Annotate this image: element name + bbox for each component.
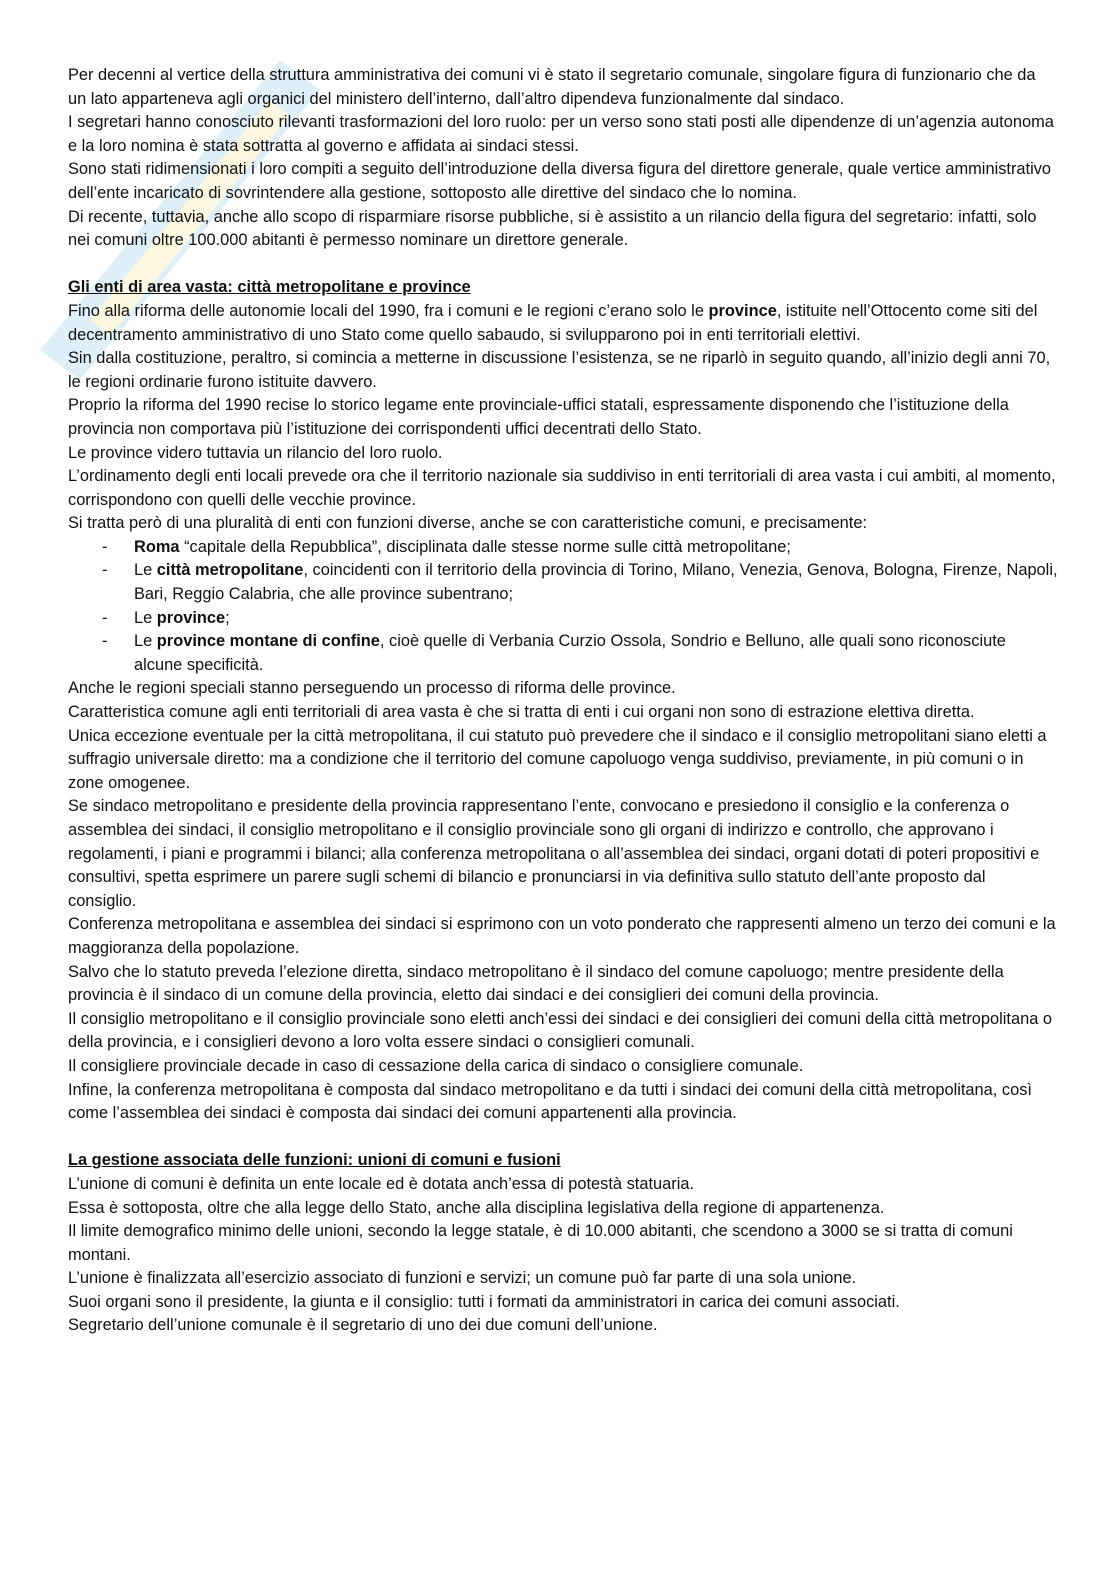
bold-term: province montane di confine [156, 632, 380, 651]
bold-term: Roma [134, 537, 180, 556]
list-item: - Le città metropolitane, coincidenti con il territorio della provincia di Torino, Milano, Venezia, Genova, Bologna, Firenze, Napoli, Bari, Reggio Calabria, che alle province subentrano; [102, 561, 1058, 604]
paragraph: Il consigliere provinciale decade in caso di cessazione della carica di sindaco o consigliere comunale. [68, 1056, 804, 1075]
paragraph: Sono stati ridimensionati i loro compiti a seguito dell’introduzione della diversa figura del direttore generale, quale vertice amministrativo dell’ente incaricato di sovrintendere alla gestione, sottoposto alle direttive del sindaco che lo nomina. [68, 160, 1052, 202]
paragraph: L’unione di comuni è definita un ente locale ed è dotata anch’essa di potestà statuaria. [68, 1174, 695, 1193]
bullet-dash: - [102, 537, 108, 556]
bullet-dash: - [102, 608, 108, 627]
paragraph: Caratteristica comune agli enti territoriali di area vasta è che si tratta di enti i cui organi non sono di estrazione elettiva diretta. [68, 703, 975, 722]
list-item: - Le province montane di confine, cioè quelle di Verbania Curzio Ossola, Sondrio e Belluno, alle quali sono riconosciute alcune specificità. [102, 632, 1006, 674]
bullet-dash: - [102, 561, 108, 580]
bullet-dash: - [102, 632, 108, 651]
section-heading: Gli enti di area vasta: città metropolitane e province [68, 278, 471, 297]
paragraph: Essa è sottoposta, oltre che alla legge dello Stato, anche alla disciplina legislativa della regione di appartenenza. [68, 1198, 885, 1217]
paragraph: Se sindaco metropolitano e presidente della provincia rappresentano l’ente, convocano e presiedono il consiglio e la conferenza o assemblea dei sindaci, il consiglio metropolitano e il consiglio provinciale sono gli organi di indirizzo e controllo, che approvano i regolamenti, i piani e programmi i bilanci; alla conferenza metropolitana o all’assemblea dei sindaci, organi dotati di poteri propositivi e consultivi, spetta esprimere un parere sugli schemi di bilancio e pronunciarsi in via definitiva sullo statuto dell’ante proposto dal consiglio. [68, 797, 1040, 910]
paragraph: Si tratta però di una pluralità di enti con funzioni diverse, anche se con caratteristiche comuni, e precisamente: [68, 514, 868, 533]
paragraph: I segretari hanno conosciuto rilevanti trasformazioni del loro ruolo: per un verso sono stati posti alle dipendenze di un’agenzia autonoma e la loro nomina è stata sottratta al governo e affidata ai sindaci stessi. [68, 113, 1054, 155]
paragraph: Unica eccezione eventuale per la città metropolitana, il cui statuto può prevedere che il sindaco e il consiglio metropolitani siano eletti a suffragio universale diretto: ma a condizione che il territorio del comune capoluogo venga suddiviso, previamente, in più comuni o in zone omogenee. [68, 726, 1047, 792]
paragraph: Infine, la conferenza metropolitana è composta dal sindaco metropolitano e da tutti i sindaci dei comuni della città metropolitana, così come l’assemblea dei sindaci è composta dai sindaci dei comuni appartenenti alla provincia. [68, 1080, 1032, 1123]
paragraph: Di recente, tuttavia, anche allo scopo di risparmiare risorse pubbliche, si è assistito a un rilancio della figura del segretario: infatti, solo nei comuni oltre 100.000 abitanti è permesso nominare un direttore generale. [68, 207, 1037, 250]
paragraph: L’ordinamento degli enti locali prevede ora che il territorio nazionale sia suddiviso in enti territoriali di area vasta i cui ambiti, al momento, corrispondono con quelli delle vecchie province. [68, 467, 1056, 509]
paragraph: Le province videro tuttavia un rilancio del loro ruolo. [68, 443, 443, 462]
enti-list [68, 536, 1058, 678]
paragraph: Sin dalla costituzione, peraltro, si comincia a metterne in discussione l’esistenza, se ne riparlò in seguito quando, all’inizio degli anni 70, le regioni ordinarie furono istituite davvero. [68, 349, 1051, 391]
list-item: - Le province; [68, 607, 1058, 631]
section-segretario [68, 64, 1058, 253]
paragraph: Per decenni al vertice della struttura amministrativa dei comuni vi è stato il segretario comunale, singolare figura di funzionario che da un lato apparteneva agli organici del ministero dell’interno, dall’altro dipendeva funzionalmente dal sindaco. [68, 66, 1036, 108]
paragraph: Suoi organi sono il presidente, la giunta e il consiglio: tutti i formati da amministratori in carica dei comuni associati. [68, 1292, 900, 1311]
paragraph: Anche le regioni speciali stanno perseguendo un processo di riforma delle province. [68, 679, 676, 698]
section-enti-area-vasta [68, 276, 1058, 1125]
bold-term: province [708, 301, 777, 320]
paragraph: Fino alla riforma delle autonomie locali del 1990, fra i comuni e le regioni c’erano solo le province, istituite nell’Ottocento come siti del decentramento amministrativo di uno Stato come quello sabaudo, si svilupparono poi in enti territoriali elettivi. [68, 301, 1038, 344]
paragraph: Conferenza metropolitana e assemblea dei sindaci si esprimono con un voto ponderato che rappresenti almeno un terzo dei comuni e la maggioranza della popolazione. [68, 915, 1056, 957]
paragraph: Proprio la riforma del 1990 recise lo storico legame ente provinciale-uffici statali, espressamente disponendo che l’istituzione della provincia non comportava più l’istituzione dei corrispondenti uffici decentrati dello Stato. [68, 396, 1009, 438]
paragraph: Il consiglio metropolitano e il consiglio provinciale sono eletti anch’essi dei sindaci e dei consiglieri dei comuni della città metropolitana o della provincia, e i consiglieri devono a loro volta essere sindaci o consiglieri comunali. [68, 1009, 1052, 1052]
bold-term: province [156, 608, 226, 627]
section-heading: La gestione associata delle funzioni: unioni di comuni e fusioni [68, 1151, 561, 1170]
paragraph: Il limite demografico minimo delle unioni, secondo la legge statale, è di 10.000 abitanti, che scendono a 3000 se si tratta di comuni montani. [68, 1222, 1013, 1264]
bold-term: città metropolitane [156, 561, 304, 580]
section-gestione-associata [68, 1149, 1058, 1338]
paragraph: L’unione è finalizzata all’esercizio associato di funzioni e servizi; un comune può far parte di una sola unione. [68, 1269, 857, 1288]
list-item: - Roma “capitale della Repubblica”, disciplinata dalle stesse norme sulle città metropolitane; [68, 536, 1058, 560]
paragraph: Salvo che lo statuto preveda l’elezione diretta, sindaco metropolitano è il sindaco del comune capoluogo; mentre presidente della provincia è il sindaco di un comune della provincia, eletto dai sindaci e dei consiglieri dei comuni della provincia. [68, 962, 1004, 1005]
document-page [68, 64, 1058, 1338]
paragraph: Segretario dell’unione comunale è il segretario di uno dei due comuni dell’unione. [68, 1316, 658, 1335]
